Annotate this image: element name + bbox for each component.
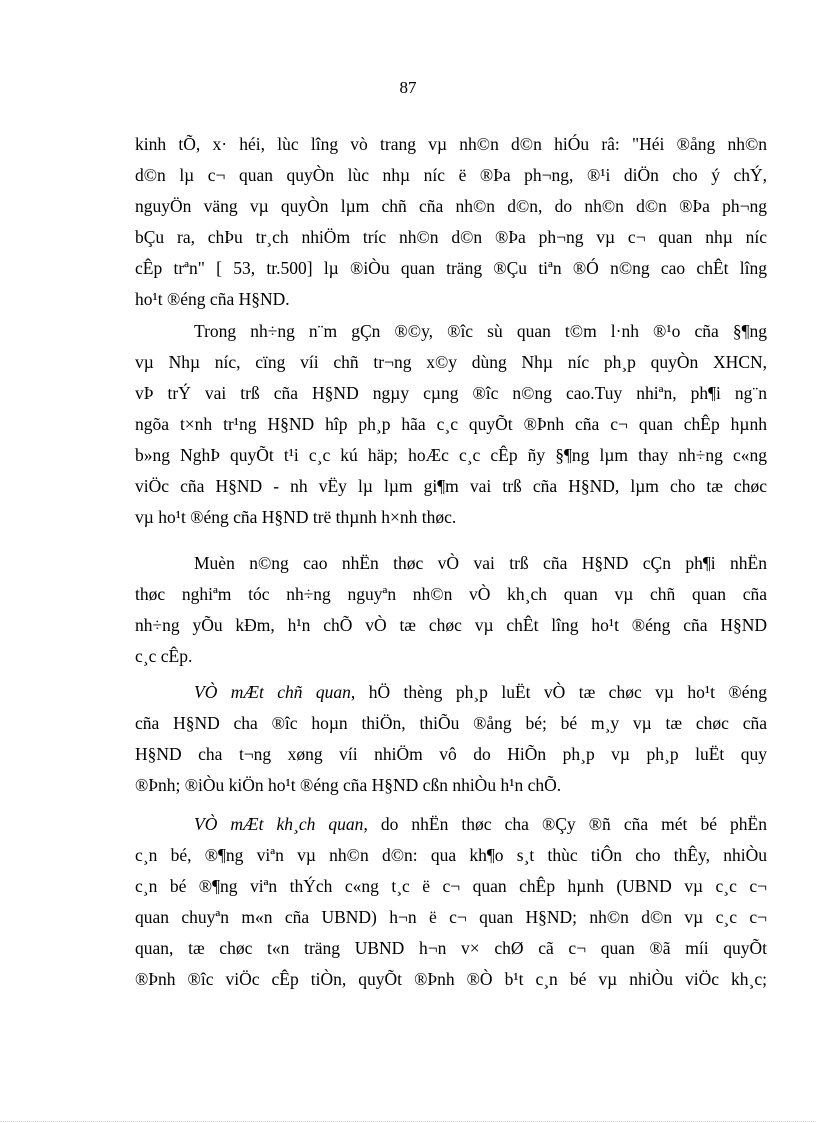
italic-lead: VÒ mÆt kh¸ch quan (194, 814, 364, 834)
text-line: vµ Nhµ níc, cïng víi chñ tr¬ng x©y dùng Nhµ níc ph¸p quyÒn XHCN, (135, 352, 767, 372)
text-line: ngõa t×nh tr¹ng H§ND hîp ph¸p hãa c¸c quyÕt ®Þnh cña c¬ quan chÊp hµnh (135, 414, 767, 434)
page-number: 87 (399, 78, 417, 97)
text-line: quan chuyªn m«n cña UBND) h¬n ë c¬ quan H§ND; nh©n d©n vµ c¸c c¬ (135, 907, 767, 927)
text-line: Trong nh÷ng n¨m gÇn ®©y, ®îc sù quan t©m l·nh ®¹o cña §¶ng (194, 321, 767, 341)
italic-lead: VÒ mÆt chñ quan (194, 682, 351, 702)
text-line (194, 681, 767, 703)
text-line: ®Þnh ®îc viÖc cÊp tiÒn, quyÕt ®Þnh ®Ò b¹t c¸n bé vµ nhiÒu viÖc kh¸c; (135, 969, 767, 989)
text-line: ®Þnh; ®iÒu kiÖn ho¹t ®éng cña H§ND cßn nhiÒu h¹n chÕ. (135, 775, 562, 795)
text-line: thøc nghiªm tóc nh÷ng nguyªn nh©n vÒ kh¸ch quan vµ chñ quan cña (135, 584, 767, 604)
text-line: H§ND cha t¬ng xøng víi nhiÖm vô do HiÕn ph¸p vµ ph¸p luËt quy (135, 744, 767, 764)
text-line: ho¹t ®éng cña H§ND. (135, 289, 290, 309)
text-line (194, 813, 767, 835)
text-line: bÇu ra, chÞu tr¸ch nhiÖm tríc nh©n d©n ®Þa ph¬ng vµ c¬ quan nhµ níc (135, 227, 767, 247)
text-line: c¸c cÊp. (135, 646, 193, 666)
text-run: , hÖ thèng ph¸p luËt vÒ tæ chøc vµ ho¹t ®éng (350, 682, 767, 702)
text-line: c¸n bé, ®¶ng viªn vµ nh©n d©n: qua kh¶o s¸t thùc tiÔn cho thÊy, nhiÒu (135, 845, 767, 865)
text-line: cña H§ND cha ®îc hoµn thiÖn, thiÕu ®ång bé; bé m¸y vµ tæ chøc cña (135, 713, 767, 733)
text-line: kinh tÕ, x· héi, lùc lîng vò trang vµ nh©n d©n hiÓu râ: "Héi ®ång nh©n (135, 134, 767, 154)
text-line: quan, tæ chøc t«n träng UBND h¬n v× chØ cã c¬ quan ®ã míi quyÕt (135, 938, 767, 958)
text-line: Muèn n©ng cao nhËn thøc vÒ vai trß cña H§ND cÇn ph¶i nhËn (194, 553, 767, 573)
text-line: viÖc cña H§ND - nh vËy lµ lµm gi¶m vai trß cña H§ND, lµm cho tæ chøc (135, 476, 767, 496)
text-line: cÊp trªn" [ 53, tr.500] lµ ®iÒu quan träng ®Çu tiªn ®Ó n©ng cao chÊt lîng (135, 258, 767, 278)
text-line: vÞ trÝ vai trß cña H§ND ngµy cµng ®îc n©ng cao.Tuy nhiªn, ph¶i ng¨n (135, 383, 767, 403)
text-line: nh÷ng yÕu kÐm, h¹n chÕ vÒ tæ chøc vµ chÊt lîng ho¹t ®éng cña H§ND (135, 615, 767, 635)
text-line: d©n lµ c¬ quan quyÒn lùc nhµ níc ë ®Þa ph¬ng, ®¹i diÖn cho ý chÝ, (135, 165, 767, 185)
page-bottom-divider (0, 1121, 816, 1122)
text-line: b»ng NghÞ quyÕt t¹i c¸c kú häp; hoÆc c¸c cÊp ñy §¶ng lµm thay nh÷ng c«ng (135, 445, 767, 465)
text-run: , do nhËn thøc cha ®Çy ®ñ cña mét bé phËn (363, 814, 767, 834)
text-line: c¸n bé ®¶ng viªn thÝch c«ng t¸c ë c¬ quan chÊp hµnh (UBND vµ c¸c c¬ (135, 876, 767, 896)
text-line: nguyÖn väng vµ quyÒn lµm chñ cña nh©n d©n, do nh©n d©n ®Þa ph¬ng (135, 196, 767, 216)
text-line: vµ ho¹t ®éng cña H§ND trë thµnh h×nh thøc. (135, 507, 457, 527)
